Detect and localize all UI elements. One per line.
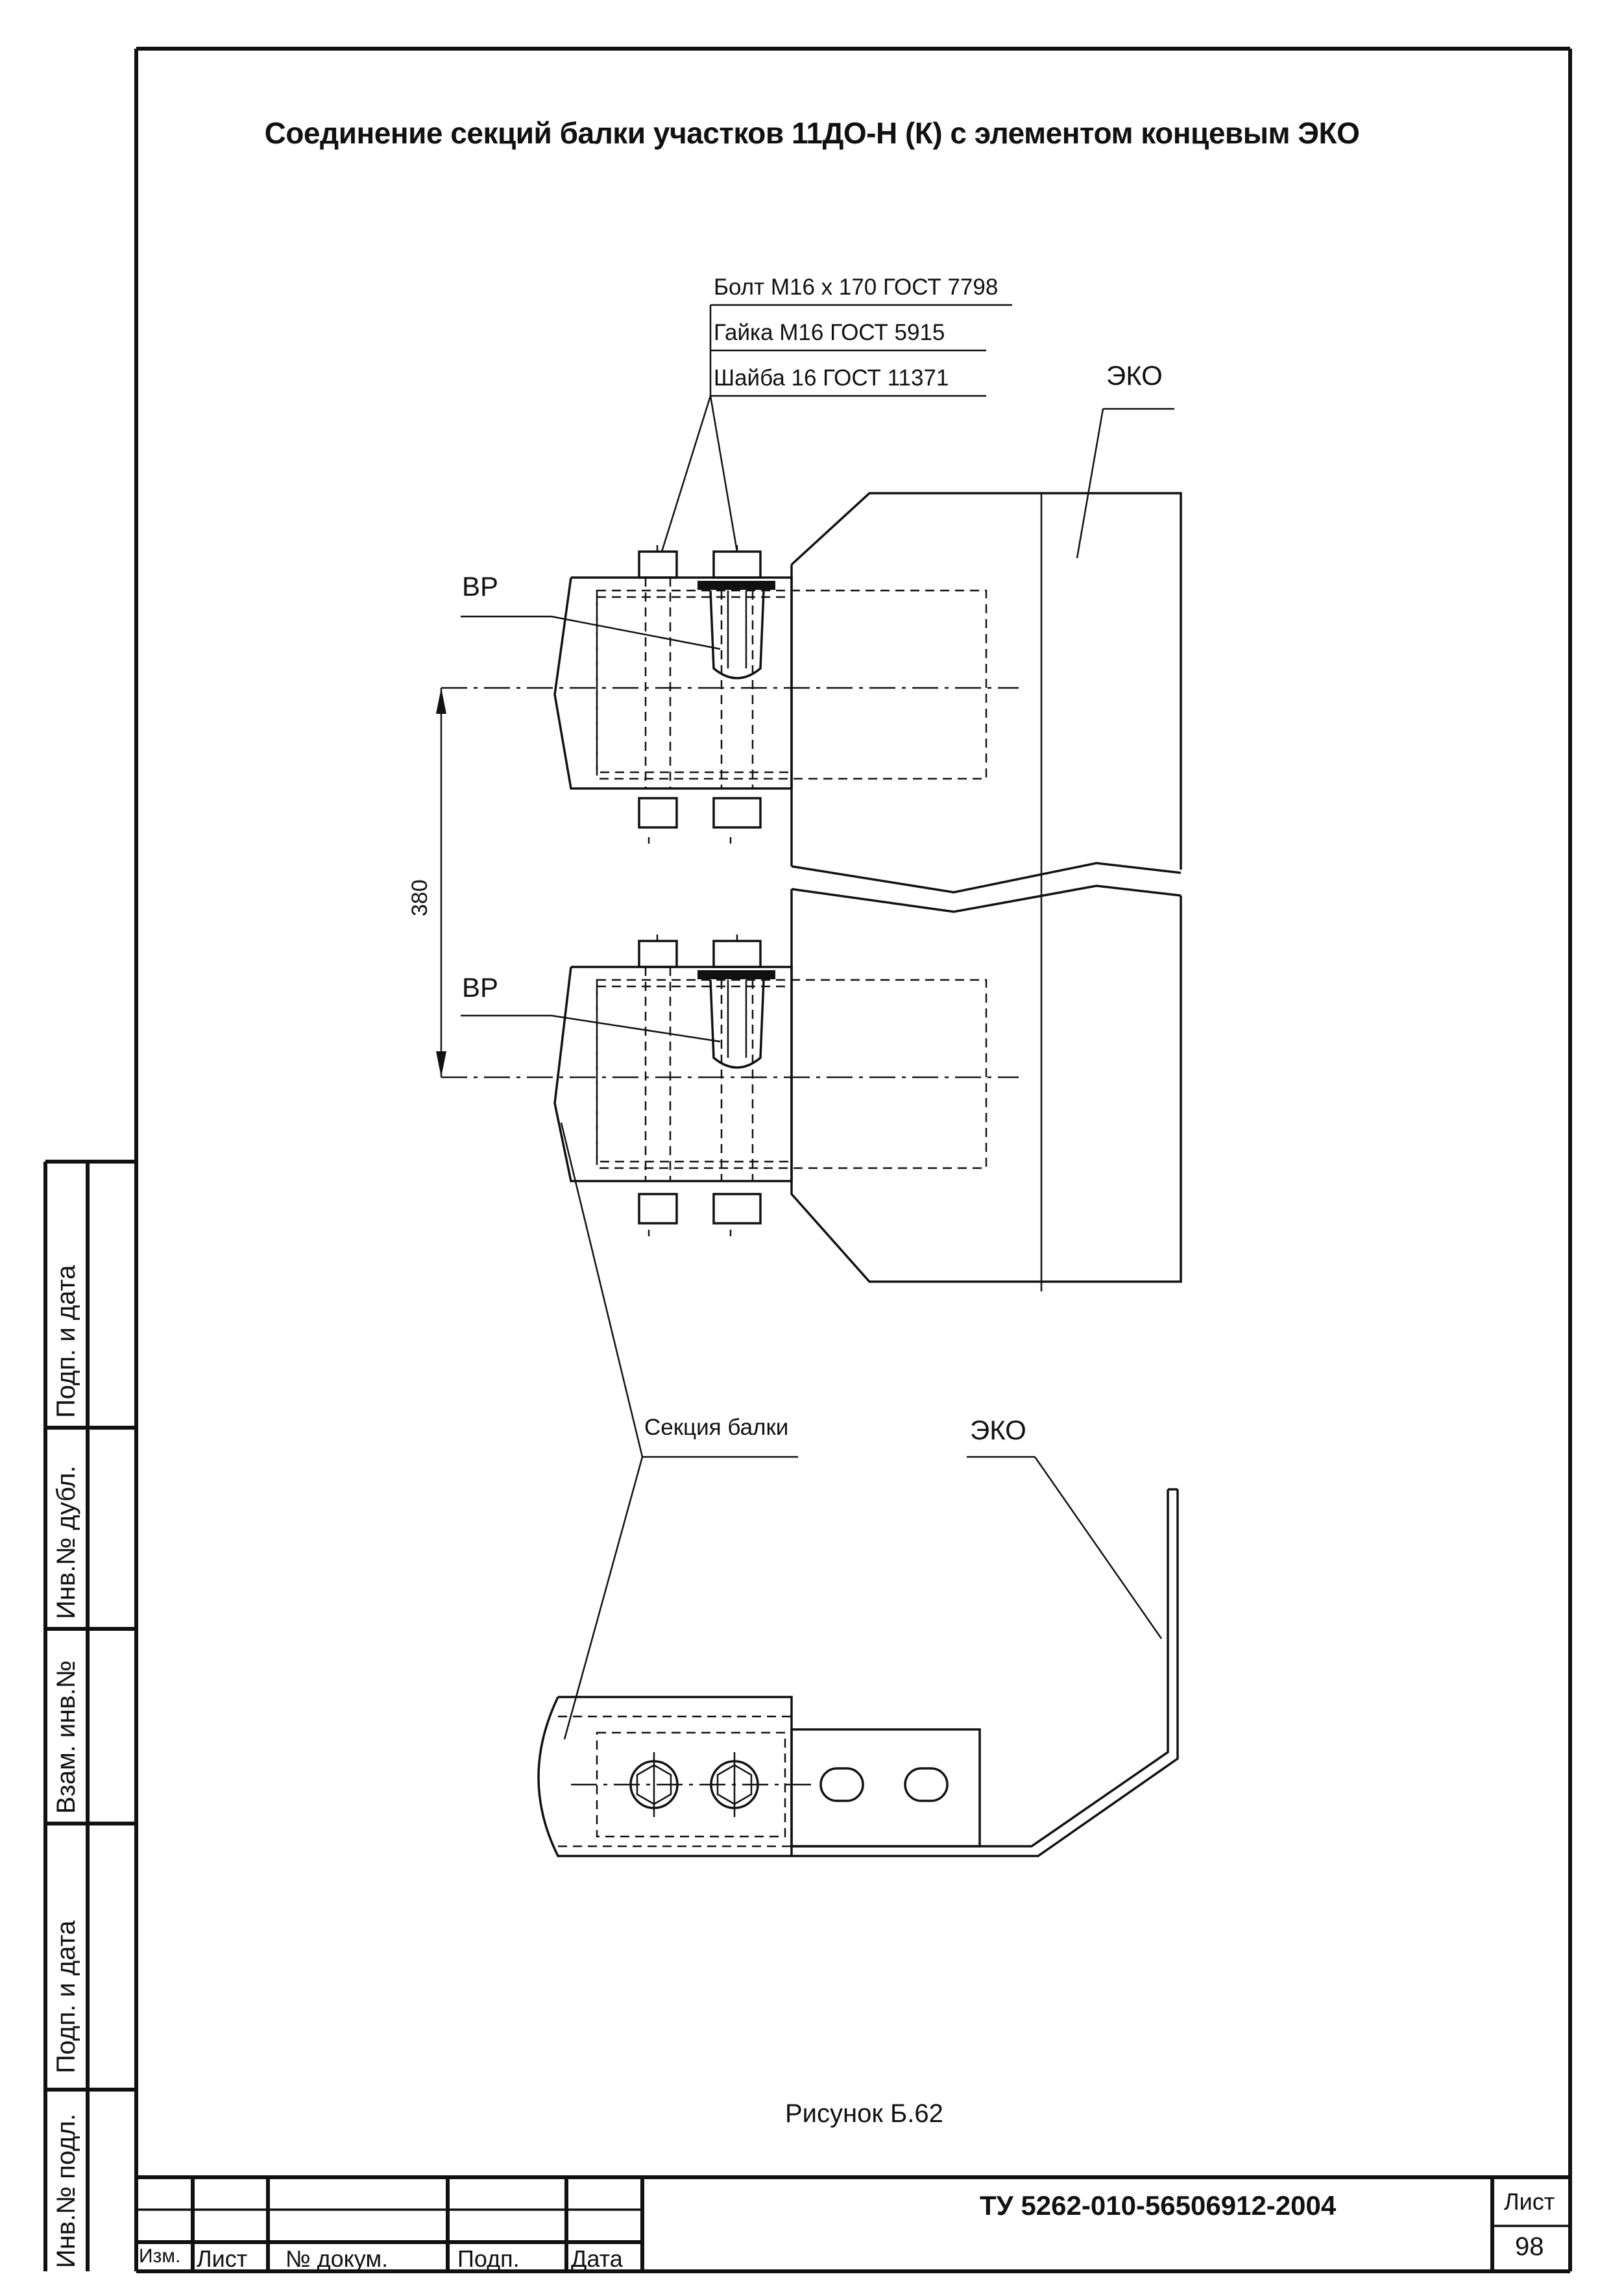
tb-col-izm: Изм. (139, 2245, 181, 2267)
eko-label-bottom: ЭКО (970, 1415, 1026, 1445)
stamp-podp-data-upper: Подп. и дата (52, 1265, 80, 1418)
stamp-podp-data-lower: Подп. и дата (52, 1920, 80, 2073)
nut-callout: Гайка М16 ГОСТ 5915 (714, 320, 945, 345)
stamp-vzam-inv: Взам. инв.№ (52, 1660, 80, 1814)
washer-callout: Шайба 16 ГОСТ 11371 (714, 365, 949, 391)
stamp-inv-dubl: Инв.№ дубл. (52, 1465, 80, 1619)
sheet-number: 98 (1515, 2232, 1544, 2261)
tb-col-podp: Подп. (457, 2245, 520, 2272)
beam-section-label: Секция балки (644, 1415, 789, 1440)
leader-lines (461, 305, 1174, 1739)
figure-caption: Рисунок Б.62 (785, 2099, 943, 2128)
beam-section-bottom-view (539, 1697, 811, 1856)
dimension-380: 380 (407, 879, 432, 916)
page-title: Соединение секций балки участков 11ДО-Н (К) с элементом концевым ЭКО (264, 116, 1360, 150)
tb-col-data: Дата (571, 2245, 623, 2272)
dimension-380-lines (436, 688, 446, 1077)
bolt-callout: Болт М16 х 170 ГОСТ 7798 (714, 275, 999, 300)
beam-section-upper (441, 545, 1019, 844)
eko-label-top: ЭКО (1106, 360, 1163, 391)
stamp-inv-podl: Инв.№ подл. (52, 2113, 80, 2268)
eko-bottom-view (792, 1489, 1178, 1856)
tb-col-list: Лист (197, 2245, 248, 2272)
sheet-label: Лист (1504, 2188, 1555, 2215)
vr-label-lower: ВР (462, 972, 499, 1003)
beam-section-lower (441, 934, 1019, 1236)
vr-label-upper: ВР (462, 571, 499, 602)
document-designation: ТУ 5262-010-56506912-2004 (980, 2190, 1337, 2221)
tb-col-dokum: № докум. (285, 2245, 389, 2272)
